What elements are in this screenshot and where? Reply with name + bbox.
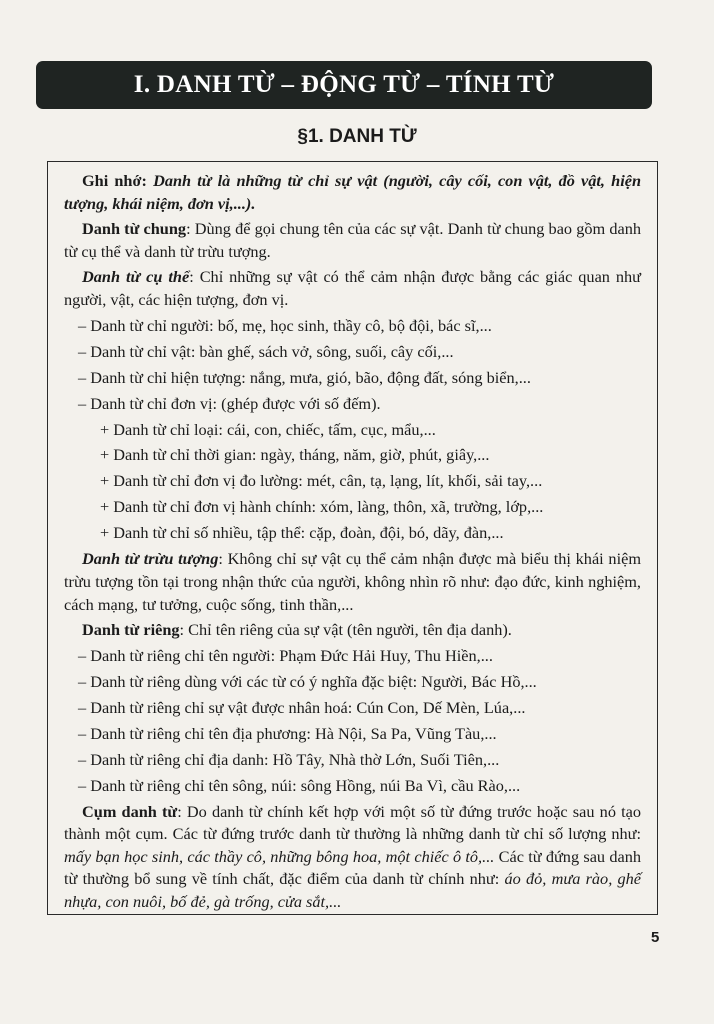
list-item: – Danh từ chỉ người: bố, mẹ, học sinh, thầy cô, bộ đội, bác sĩ,... bbox=[78, 315, 492, 335]
cum-danh-tu-label: Cụm danh từ bbox=[82, 801, 178, 821]
danh-tu-cu-the-text: : Chỉ những sự vật có thể cảm nhận được bằng các giác quan như người, vật, các hiện tượng, đơn vị. bbox=[64, 267, 641, 309]
page-number: 5 bbox=[651, 929, 660, 946]
danh-tu-rieng-text: : Chỉ tên riêng của sự vật (tên người, tên địa danh). bbox=[179, 620, 512, 640]
list-item: – Danh từ chỉ vật: bàn ghế, sách vở, sông, suối, cây cối,... bbox=[78, 341, 454, 361]
danh-tu-truu-tuong-text: : Không chỉ sự vật cụ thể cảm nhận được mà biểu thị khái niệm trừu tượng tồn tại trong nhận thức của người, không nhìn rõ như: đạo đức, kinh nghiệm, cách mạng, tư tưởng, cuộc sống, tinh thần,... bbox=[64, 549, 641, 614]
list-item: – Danh từ riêng chỉ sự vật được nhân hoá: Cún Con, Dế Mèn, Lúa,... bbox=[78, 697, 526, 717]
sub-list-item: + Danh từ chỉ số nhiều, tập thể: cặp, đoàn, đội, bó, dãy, đàn,... bbox=[100, 523, 504, 543]
danh-tu-rieng-label: Danh từ riêng bbox=[82, 620, 180, 640]
cum-danh-tu-paragraph bbox=[64, 801, 641, 914]
list-item: – Danh từ riêng chỉ tên địa phương: Hà Nội, Sa Pa, Vũng Tàu,... bbox=[78, 723, 497, 743]
chapter-banner bbox=[36, 61, 652, 109]
danh-tu-cu-the-label: Danh từ cụ thể bbox=[82, 267, 190, 287]
danh-tu-truu-tuong-label: Danh từ trừu tượng bbox=[82, 549, 219, 569]
ghi-nho-label: Ghi nhớ: bbox=[82, 171, 147, 190]
list-item: – Danh từ chỉ hiện tượng: nắng, mưa, gió, bão, động đất, sóng biển,... bbox=[78, 367, 531, 387]
cum-danh-tu-example-1: mấy bạn học sinh, các thầy cô, những bông hoa, một chiếc ô tô,... bbox=[64, 846, 495, 866]
danh-tu-cu-the-paragraph bbox=[64, 266, 641, 311]
section-title: §1. DANH TỪ bbox=[297, 126, 417, 147]
chapter-title: I. DANH TỪ – ĐỘNG TỪ – TÍNH TỪ bbox=[133, 71, 555, 98]
danh-tu-chung-label: Danh từ chung bbox=[82, 219, 187, 239]
danh-tu-truu-tuong-paragraph bbox=[64, 548, 641, 616]
list-item: – Danh từ riêng chỉ tên sông, núi: sông Hồng, núi Ba Vì, cầu Rào,... bbox=[78, 775, 521, 795]
summary-box bbox=[47, 161, 658, 915]
ghi-nho-text: Danh từ là những từ chỉ sự vật (người, cây cối, con vật, đồ vật, hiện tượng, khái niệm, đơn vị,...). bbox=[64, 171, 641, 213]
sub-list-item: + Danh từ chỉ đơn vị hành chính: xóm, làng, thôn, xã, trường, lớp,... bbox=[100, 497, 544, 517]
sub-list-item: + Danh từ chỉ đơn vị đo lường: mét, cân, tạ, lạng, lít, khối, sải tay,... bbox=[100, 471, 543, 491]
danh-tu-rieng-paragraph bbox=[64, 619, 641, 642]
ghi-nho-paragraph bbox=[64, 170, 641, 215]
list-item: – Danh từ riêng chỉ địa danh: Hồ Tây, Nhà thờ Lớn, Suối Tiên,... bbox=[78, 749, 500, 769]
sub-list-item: + Danh từ chỉ loại: cái, con, chiếc, tấm, cục, mẩu,... bbox=[100, 419, 436, 439]
danh-tu-chung-text: : Dùng để gọi chung tên của các sự vật. Danh từ chung bao gồm danh từ cụ thể và danh từ trừu tượng. bbox=[64, 219, 641, 261]
cum-danh-tu-example-2: áo đỏ, mưa rào, ghế nhựa, con nuôi, bố đẻ, gà trống, cửa sắt,... bbox=[64, 869, 642, 912]
cum-danh-tu-text-2: Các từ đứng sau danh từ thường bổ sung về tính chất, đặc điểm của danh từ chính như: bbox=[64, 846, 642, 889]
list-item: – Danh từ chỉ đơn vị: (ghép được với số đếm). bbox=[78, 393, 381, 413]
cum-danh-tu-text-1: : Do danh từ chính kết hợp với một số từ đứng trước hoặc sau nó tạo thành một cụm. Các từ đứng trước danh từ thường là những danh từ chỉ số lượng như: bbox=[64, 801, 642, 844]
danh-tu-chung-paragraph bbox=[64, 218, 641, 263]
list-item: – Danh từ riêng dùng với các từ có ý nghĩa đặc biệt: Người, Bác Hồ,... bbox=[78, 671, 537, 691]
sub-list-item: + Danh từ chỉ thời gian: ngày, tháng, năm, giờ, phút, giây,... bbox=[100, 445, 490, 465]
list-item: – Danh từ riêng chỉ tên người: Phạm Đức Hải Huy, Thu Hiền,... bbox=[78, 645, 493, 665]
